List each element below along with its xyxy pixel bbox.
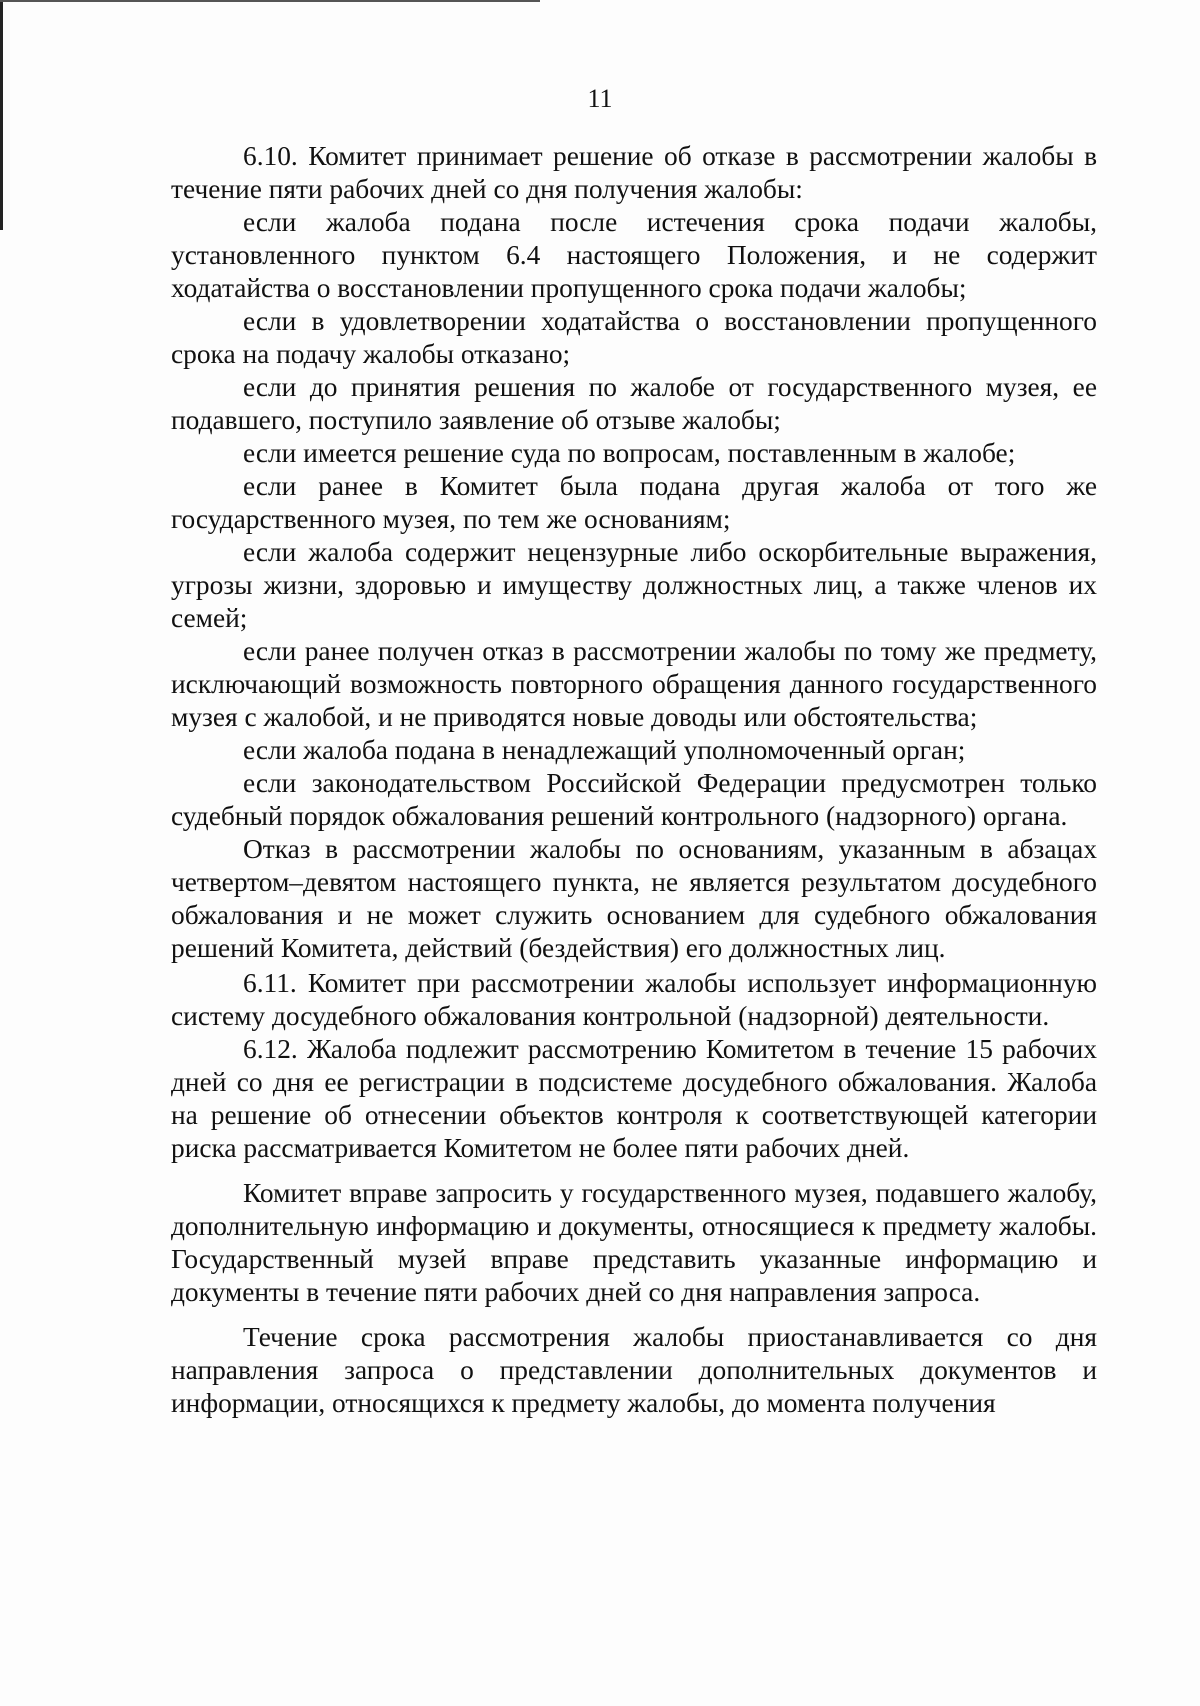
paragraph-6-11: 6.11. Комитет при рассмотрении жалобы использует информационную систему досудебного обжалования контрольной (надзорной) деятельности. (171, 968, 1097, 1031)
paragraph-item-obscene: если жалоба содержит нецензурные либо оскорбительные выражения, угрозы жизни, здоровью и имуществу должностных лиц, а также членов их семей; (171, 537, 1097, 633)
paragraph-item-court-only: если законодательством Российской Федерации предусмотрен только судебный порядок обжалования решений контрольного (надзорного) органа. (171, 768, 1097, 831)
scan-border-left (0, 0, 3, 230)
page-number: 11 (587, 84, 613, 113)
paragraph-6-12: 6.12. Жалоба подлежит рассмотрению Комитетом в течение 15 рабочих дней со дня ее регистрации в подсистеме досудебного обжалования. Жалоба на решение об отнесении объектов контроля к соответствующей категории риска рассматривается Комитетом не более пяти рабочих дней. (171, 1034, 1097, 1163)
scan-border-top (0, 0, 540, 2)
paragraph-suspension: Течение срока рассмотрения жалобы приостанавливается со дня направления запроса о представлении дополнительных документов и информации, относящихся к предмету жалобы, до момента получения (171, 1322, 1097, 1418)
paragraph-item-court-decision: если имеется решение суда по вопросам, поставленным в жалобе; (243, 438, 1016, 468)
paragraph-item-wrong-body: если жалоба подана в ненадлежащий уполномоченный орган; (243, 735, 966, 765)
paragraph-item-withdrawal: если до принятия решения по жалобе от государственного музея, ее подавшего, поступило заявление об отзыве жалобы; (171, 372, 1097, 435)
paragraph-refusal-note: Отказ в рассмотрении жалобы по основаниям, указанным в абзацах четвертом–девятом настоящего пункта, не является результатом досудебного обжалования и не может служить основанием для судебного обжалования решений Комитета, действий (бездействия) его должностных лиц. (171, 834, 1097, 963)
paragraph-item-petition-denied: если в удовлетворении ходатайства о восстановлении пропущенного срока на подачу жалобы отказано; (171, 306, 1097, 369)
paragraph-item-prior-refusal: если ранее получен отказ в рассмотрении жалобы по тому же предмету, исключающий возможность повторного обращения данного государственного музея с жалобой, и не приводятся новые доводы или обстоятельства; (171, 636, 1097, 732)
paragraph-item-duplicate: если ранее в Комитет была подана другая жалоба от того же государственного музея, по тем же основаниям; (171, 471, 1097, 534)
document-body (171, 140, 1097, 1420)
paragraph-6-10: 6.10. Комитет принимает решение об отказе в рассмотрении жалобы в течение пяти рабочих дней со дня получения жалобы: (171, 141, 1097, 204)
paragraph-item-deadline: если жалоба подана после истечения срока подачи жалобы, установленного пунктом 6.4 настоящего Положения, и не содержит ходатайства о восстановлении пропущенного срока подачи жалобы; (171, 207, 1097, 303)
paragraph-request-info: Комитет вправе запросить у государственного музея, подавшего жалобу, дополнительную информацию и документы, относящиеся к предмету жалобы. Государственный музей вправе представить указанные информацию и документы в течение пяти рабочих дней со дня направления запроса. (171, 1178, 1097, 1307)
